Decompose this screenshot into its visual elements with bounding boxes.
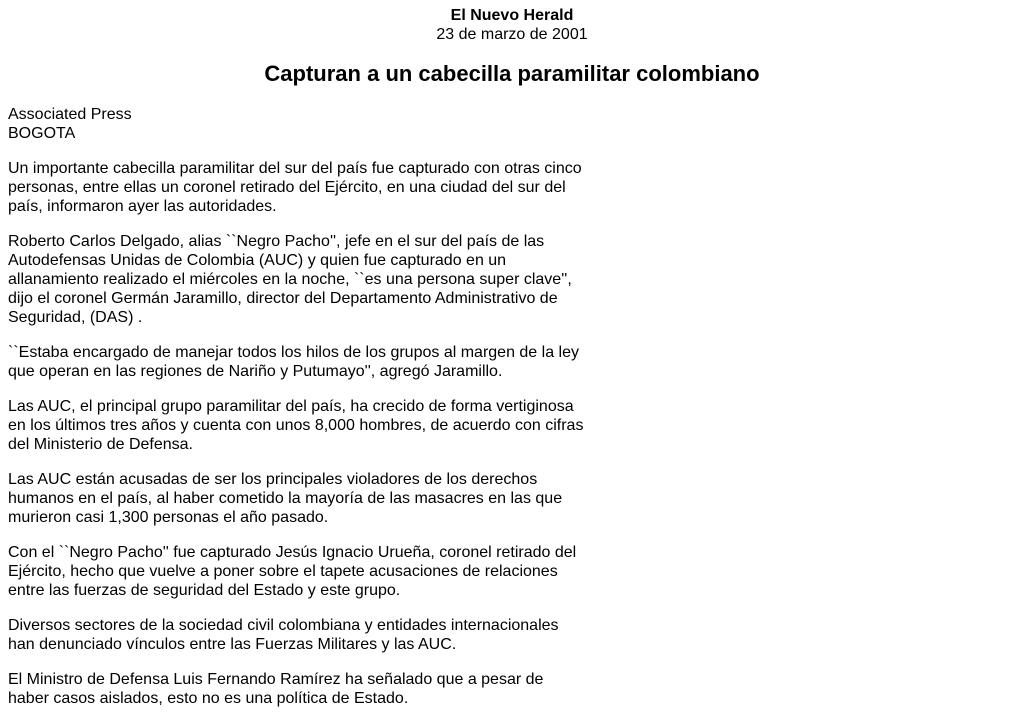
article-headline: Capturan a un cabecilla paramilitar colombiano <box>264 61 760 86</box>
article-paragraph: Las AUC, el principal grupo paramilitar del país, ha crecido de forma vertiginosa en los últimos tres años y cuenta con unos 8,000 hombres, de acuerdo con cifras del Ministerio de Defensa. <box>8 398 584 453</box>
byline-agency: Associated Press <box>8 106 132 123</box>
byline-dateline: BOGOTA <box>8 125 76 142</box>
byline <box>8 105 588 143</box>
article-paragraph: El Ministro de Defensa Luis Fernando Ramírez ha señalado que a pesar de haber casos aislados, esto no es una política de Estado. <box>8 671 544 707</box>
masthead <box>0 6 1024 44</box>
article-paragraph: Las AUC están acusadas de ser los principales violadores de los derechos humanos en el país, al haber cometido la mayoría de las masacres en las que murieron casi 1,300 personas el año pasado. <box>8 471 563 526</box>
article-paragraph: Diversos sectores de la sociedad civil colombiana y entidades internacionales han denunciado vínculos entre las Fuerzas Militares y las AUC. <box>8 617 559 653</box>
publication-date: 23 de marzo de 2001 <box>436 26 588 43</box>
article-paragraph: ``Estaba encargado de manejar todos los hilos de los grupos al margen de la ley que operan en las regiones de Nariño y Putumayo'', agregó Jaramillo. <box>8 344 579 380</box>
article-paragraph: Un importante cabecilla paramilitar del sur del país fue capturado con otras cinco personas, entre ellas un coronel retirado del Ejército, en una ciudad del sur del país, informaron ayer las autoridades. <box>8 160 582 215</box>
article-paragraph: Con el ``Negro Pacho'' fue capturado Jesús Ignacio Urueña, coronel retirado del Ejército, hecho que vuelve a poner sobre el tapete acusaciones de relaciones entre las fuerzas de seguridad del Estado y este grupo. <box>8 544 577 599</box>
article-body <box>8 105 588 724</box>
publication-name: El Nuevo Herald <box>450 7 574 24</box>
article-paragraph: Roberto Carlos Delgado, alias ``Negro Pacho'', jefe en el sur del país de las Autodefensas Unidas de Colombia (AUC) y quien fue capturado en un allanamiento realizado el miércoles en la noche, ``es una persona super clave'', dijo el coronel Germán Jaramillo, director del Departamento Administrativo de Seguridad, (DAS) . <box>8 233 572 326</box>
